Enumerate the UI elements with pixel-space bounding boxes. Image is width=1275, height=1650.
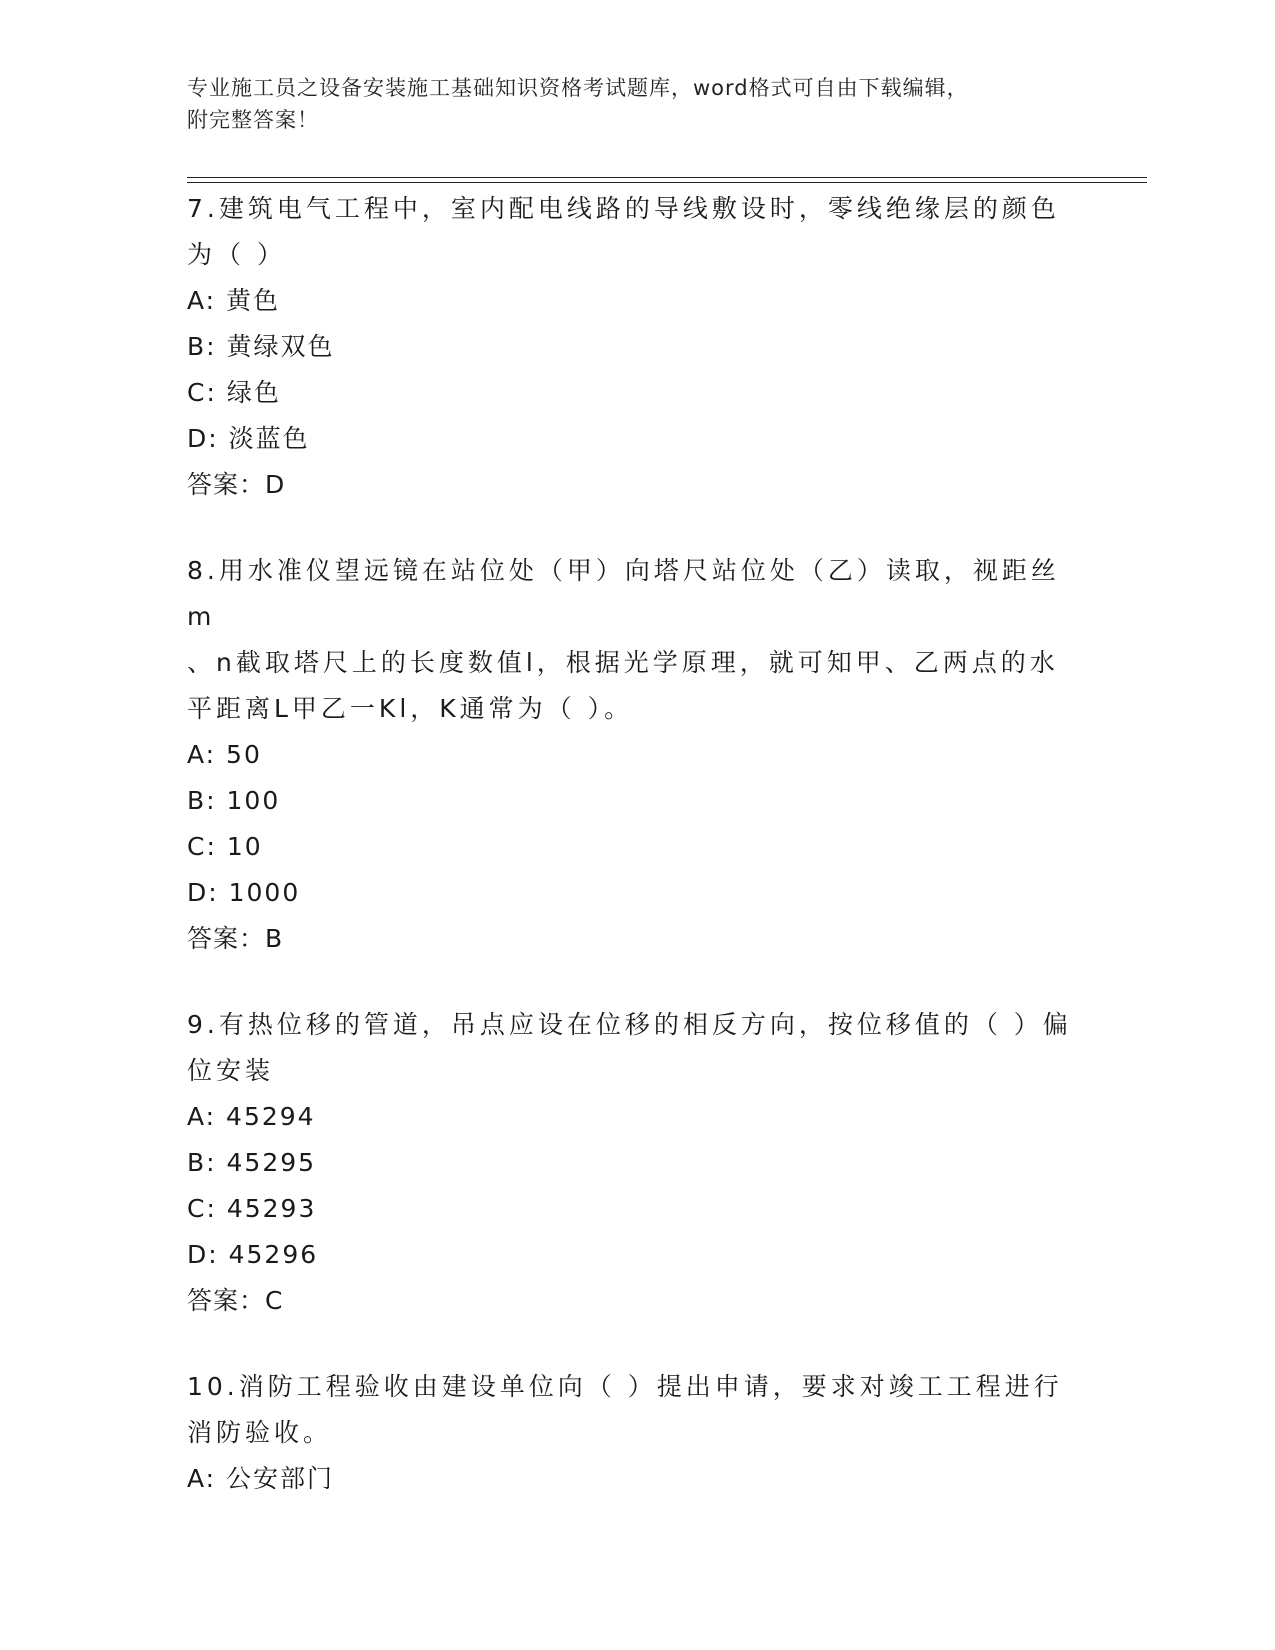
option-d: D: 1000 (187, 878, 301, 907)
header-intro-line-2: 附完整答案！ (187, 108, 319, 132)
question-stem-line: 7.建筑电气工程中，室内配电线路的导线敷设时，零线绝缘层的颜色 (187, 194, 1060, 223)
answer: 答案：B (187, 924, 284, 953)
option-b: B: 黄绿双色 (187, 332, 335, 361)
question-stem-line: 10.消防工程验收由建设单位向（ ）提出申请，要求对竣工工程进行 (187, 1372, 1063, 1401)
option-a: A: 公安部门 (187, 1464, 335, 1493)
header-divider-top (187, 177, 1147, 178)
option-d: D: 45296 (187, 1240, 319, 1269)
question-stem-line: 8.用水准仪望远镜在站位处（甲）向塔尺站位处（乙）读取，视距丝m (187, 556, 1060, 631)
question-stem-line: 位安装 (187, 1056, 275, 1085)
option-a: A: 黄色 (187, 286, 281, 315)
option-b: B: 100 (187, 786, 281, 815)
question-10 (187, 1364, 1087, 1502)
question-stem-line: 为（ ） (187, 240, 286, 269)
question-stem-line: 9.有热位移的管道，吊点应设在位移的相反方向，按位移值的（ ）偏 (187, 1010, 1072, 1039)
option-c: C: 10 (187, 832, 263, 861)
question-9 (187, 1002, 1087, 1324)
question-stem-line: 消防验收。 (187, 1418, 333, 1447)
document-header (187, 72, 1087, 136)
option-c: C: 45293 (187, 1194, 317, 1223)
option-c: C: 绿色 (187, 378, 281, 407)
question-7 (187, 186, 1087, 508)
question-stem-line: 平距离L甲乙一Kl，K通常为（ ）。 (187, 694, 634, 723)
answer: 答案：D (187, 470, 286, 499)
header-divider-bottom (187, 182, 1147, 183)
option-a: A: 50 (187, 740, 262, 769)
option-b: B: 45295 (187, 1148, 317, 1177)
option-d: D: 淡蓝色 (187, 424, 310, 453)
answer: 答案：C (187, 1286, 284, 1315)
question-8 (187, 548, 1087, 962)
question-stem-line: 、n截取塔尺上的长度数值l，根据光学原理，就可知甲、乙两点的水 (187, 648, 1059, 677)
header-intro-line-1: 专业施工员之设备安装施工基础知识资格考试题库，word格式可自由下载编辑， (187, 76, 969, 100)
question-list (187, 186, 1087, 1542)
option-a: A: 45294 (187, 1102, 316, 1131)
